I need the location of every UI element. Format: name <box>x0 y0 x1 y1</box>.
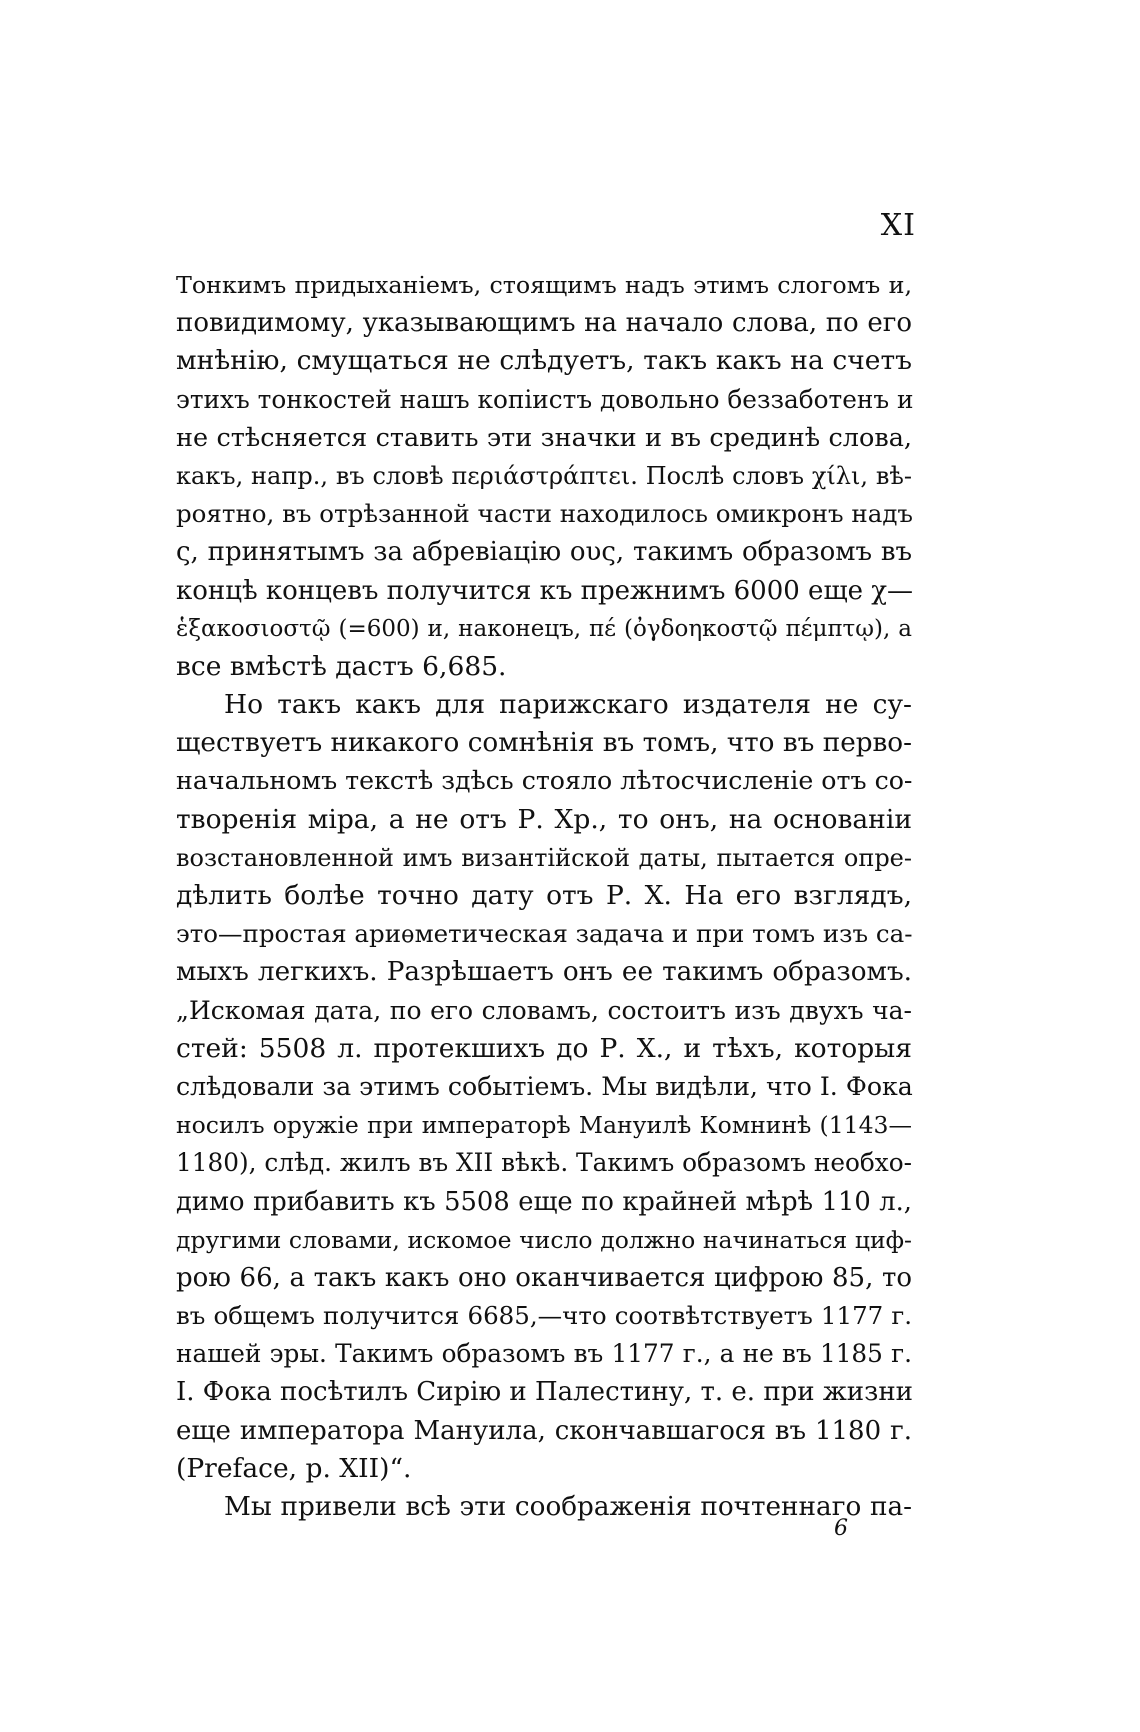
text-line: ществуетъ никакого сомнѣнія въ томъ, что въ перво- <box>176 728 912 759</box>
paragraph <box>176 1488 912 1526</box>
text-line: не стѣсняется ставить эти значки и въ срединѣ слова, <box>176 422 912 453</box>
paragraph <box>176 686 912 1488</box>
text-line: концѣ концевъ получится къ прежнимъ 6000 еще χ— <box>176 575 914 606</box>
text-line: „Искомая дата, по его словамъ, состоитъ изъ двухъ ча- <box>176 995 912 1025</box>
text-line: возстановленной имъ византійской даты, пытается опре- <box>176 843 912 872</box>
text-line: ς, принятымъ за абревіацію ους, такимъ образомъ въ <box>176 537 912 568</box>
text-line: повидимому, указывающимъ на начало слова, по его <box>176 308 912 339</box>
text-line: 1180), слѣд. жилъ въ XII вѣкѣ. Такимъ образомъ необхо- <box>176 1148 912 1178</box>
text-line: (Preface, p. XII)“. <box>176 1452 412 1484</box>
text-line: мнѣнію, смущаться не слѣдуетъ, такъ какъ на счетъ <box>176 345 912 377</box>
body-text <box>176 266 912 1526</box>
page-number: XI <box>880 208 916 243</box>
text-line: другими словами, искомое число должно начинаться циф- <box>176 1225 912 1254</box>
text-line: дѣлить болѣе точно дату отъ Р. Х. На его взглядъ, <box>176 880 912 911</box>
text-line: въ общемъ получится 6685,—что соотвѣтствуетъ 1177 г. <box>176 1301 912 1331</box>
text-line: какъ, напр., въ словѣ περιάστράπτει. Послѣ словъ χίλι, вѣ- <box>176 461 912 490</box>
text-line: мыхъ легкихъ. Разрѣшаетъ онъ ее такимъ образомъ. <box>176 957 912 988</box>
text-line: Тонкимъ придыханіемъ, стоящимъ надъ этимъ слогомъ и, <box>176 271 912 299</box>
paragraph <box>176 266 912 686</box>
text-line: ἑξακοσιοστῷ (=600) и, наконецъ, πέ (ὀγδοηκοστῷ πέμπτῳ), а <box>176 615 912 642</box>
text-line: это—простая ариѳметическая задача и при томъ изъ са- <box>176 919 913 949</box>
text-line: нашей эры. Такимъ образомъ въ 1177 г., а не въ 1185 г. <box>176 1339 912 1369</box>
text-line: роятно, въ отрѣзанной части находилось омикронъ надъ <box>176 499 913 529</box>
text-line: этихъ тонкостей нашъ копіистъ довольно беззаботенъ и <box>176 384 914 414</box>
text-line: начальномъ текстѣ здѣсь стояло лѣтосчисленіе отъ со- <box>176 766 913 796</box>
text-line: Но такъ какъ для парижскаго издателя не су- <box>224 689 912 721</box>
text-line: носилъ оружіе при императорѣ Мануилѣ Комнинѣ (1143— <box>176 1111 912 1140</box>
text-line: стей: 5508 л. протекшихъ до Р. Х., и тѣхъ, которыя <box>176 1032 912 1064</box>
text-line: Мы привели всѣ эти соображенія почтеннаго па- <box>224 1492 912 1522</box>
text-line: рою 66, а такъ какъ оно оканчивается цифрою 85, то <box>176 1262 912 1293</box>
text-line: І. Фока посѣтилъ Сирію и Палестину, т. е. при жизни <box>176 1377 913 1408</box>
text-line: димо прибавить къ 5508 еще по крайней мѣрѣ 110 л., <box>176 1186 912 1217</box>
text-line: все вмѣстѣ дастъ 6,685. <box>176 650 507 682</box>
text-line: слѣдовали за этимъ событіемъ. Мы видѣли, что І. Фока <box>176 1071 913 1101</box>
text-line: творенія міра, а не отъ Р. Хр., то онъ, на основаніи <box>176 803 912 835</box>
text-line: еще императора Мануила, скончавшагося въ 1180 г. <box>176 1415 912 1446</box>
signature-mark: 6 <box>834 1516 848 1541</box>
